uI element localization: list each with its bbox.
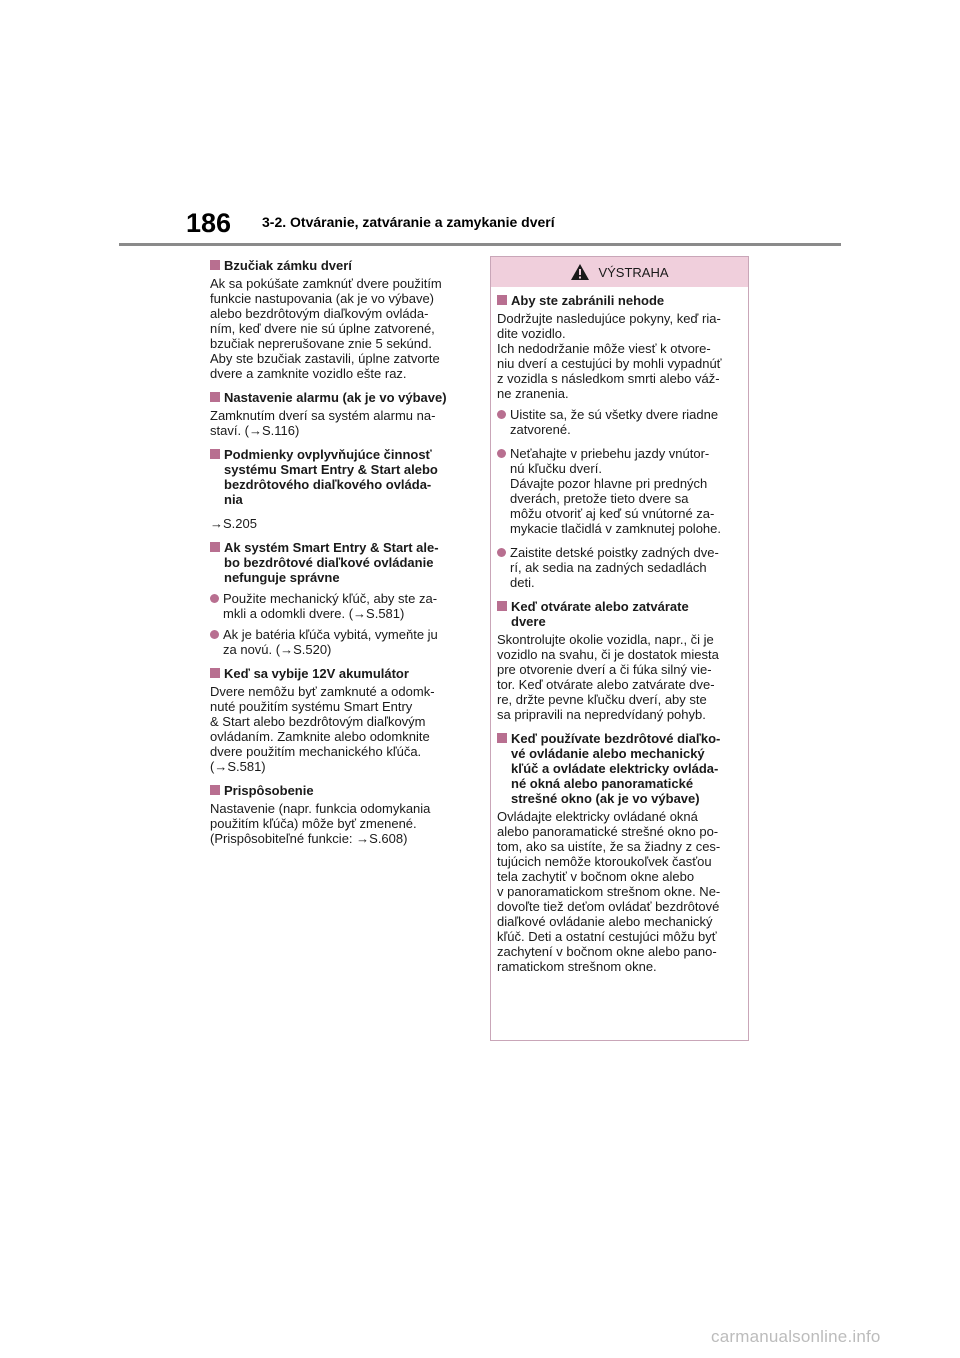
section-12v-battery (210, 666, 466, 774)
section-customization (210, 783, 466, 846)
text-line: mykacie tlačidlá v zamknutej polohe. (510, 521, 721, 536)
text-line: dverách, pretože tieto dvere sa (510, 491, 689, 506)
heading-text (511, 731, 720, 806)
section-heading (497, 293, 743, 308)
text-line: staví. (→S.116) (210, 423, 300, 438)
page-reference: →S.205 (210, 516, 257, 531)
bullet-text (223, 591, 437, 621)
text-line: zatvorené. (510, 422, 571, 437)
bullet-item (210, 627, 466, 657)
text-line: Uistite sa, že sú všetky dvere riadne (510, 407, 719, 422)
text-line: Zaistite detské poistky zadných dve- (510, 545, 719, 560)
square-bullet-icon (497, 601, 507, 611)
heading-line: bezdrôtového diaľkového ovláda- (224, 477, 432, 492)
round-bullet-icon (497, 410, 506, 419)
heading-line: bo bezdrôtové diaľkové ovládanie (224, 555, 434, 570)
text-line: použitím kľúča) môže byť zmenené. (210, 816, 417, 831)
text-line: tela zachytiť v bočnom okne alebo (497, 869, 695, 884)
section-conditions (210, 447, 466, 531)
text-line: ramatickom strešnom okne. (497, 959, 657, 974)
header-rule (119, 243, 841, 246)
paragraph (497, 632, 743, 722)
text-line: Neťahajte v priebehu jazdy vnútor- (510, 446, 710, 461)
text-line: ním, keď dvere nie sú úplne zatvorené, (210, 321, 435, 336)
paragraph (210, 276, 466, 381)
text-line: Ovládajte elektricky ovládané okná (497, 809, 698, 824)
paragraph (497, 809, 743, 974)
warning-accident (497, 293, 743, 590)
warning-body (491, 287, 748, 974)
square-bullet-icon (497, 295, 507, 305)
text-line: bzučiak neprerušovane znie 5 sekúnd. (210, 336, 432, 351)
bullet-item (497, 545, 743, 590)
heading-line: Keď používate bezdrôtové diaľko- (511, 731, 721, 746)
text-line: nú kľučku dverí. (510, 461, 602, 476)
text-line: za novú. (→S.520) (223, 642, 332, 657)
round-bullet-icon (210, 630, 219, 639)
square-bullet-icon (497, 733, 507, 743)
section-door-lock-buzzer (210, 258, 466, 381)
section-not-working (210, 540, 466, 657)
section-alarm-setting (210, 390, 466, 438)
paragraph (210, 801, 466, 846)
text-line: Ich nedodržanie môže viesť k otvore- (497, 341, 711, 356)
square-bullet-icon (210, 449, 220, 459)
heading-text: Nastavenie alarmu (ak je vo výbave) (224, 390, 447, 405)
text-line: ovládaním. Zamknite alebo odomknite (210, 729, 430, 744)
bullet-text (223, 627, 438, 657)
bullet-item (497, 446, 743, 536)
text-line: tor. Keď otvárate alebo zatvárate dve- (497, 677, 715, 692)
bullet-item (210, 591, 466, 621)
section-heading (210, 447, 466, 507)
text-line: alebo panoramatické strešné okno po- (497, 824, 719, 839)
text-line: Dávajte pozor hlavne pri predných (510, 476, 708, 491)
heading-line: strešné okno (ak je vo výbave) (511, 791, 700, 806)
text-line: pre otvorenie dverí a či fúka silný vie- (497, 662, 712, 677)
section-heading (210, 783, 466, 798)
heading-line: nia (224, 492, 243, 507)
text-line: z vozidla s následkom smrti alebo váž- (497, 371, 720, 386)
warning-title: VÝSTRAHA (598, 264, 669, 280)
heading-line: dvere (511, 614, 546, 629)
heading-line: né okná alebo panoramatické (511, 776, 694, 791)
heading-text (224, 540, 439, 585)
watermark: carmanualsonline.info (711, 1327, 881, 1346)
paragraph (210, 408, 466, 438)
heading-line: kľúč a ovládate elektricky ovláda- (511, 761, 719, 776)
section-heading (210, 258, 466, 273)
section-heading (497, 731, 743, 806)
text-line: Nastavenie (napr. funkcia odomykania (210, 801, 431, 816)
section-heading (210, 390, 466, 405)
bullet-text (510, 545, 719, 590)
heading-line: Keď otvárate alebo zatvárate (511, 599, 689, 614)
text-line: Dodržujte nasledujúce pokyny, keď ria- (497, 311, 721, 326)
square-bullet-icon (210, 392, 220, 402)
text-line: rí, ak sedia na zadných sedadlách (510, 560, 707, 575)
paragraph (497, 311, 743, 401)
paragraph (210, 684, 466, 774)
section-heading (497, 599, 743, 629)
text-line: Zamknutím dverí sa systém alarmu na- (210, 408, 436, 423)
text-line: alebo bezdrôtovým diaľkovým ovláda- (210, 306, 429, 321)
bullet-text (510, 446, 721, 536)
round-bullet-icon (497, 548, 506, 557)
text-line: sa pripravili na nepredvídaný pohyb. (497, 707, 706, 722)
warning-triangle-icon (570, 263, 590, 281)
heading-line: Ak systém Smart Entry & Start ale- (224, 540, 439, 555)
text-line: niu dverí a cestujúci by mohli vypadnúť (497, 356, 722, 371)
square-bullet-icon (210, 260, 220, 270)
section-heading (210, 666, 466, 681)
warning-windows (497, 731, 743, 974)
text-line: (Prispôsobiteľné funkcie: →S.608) (210, 831, 408, 846)
heading-text (224, 447, 438, 507)
warning-doors (497, 599, 743, 722)
text-line: Dvere nemôžu byť zamknuté a odomk- (210, 684, 435, 699)
warning-box (490, 256, 749, 1041)
warning-header (491, 257, 748, 287)
text-line: dvere a zamknite vozidlo ešte raz. (210, 366, 407, 381)
heading-line: systému Smart Entry & Start alebo (224, 462, 438, 477)
heading-text: Aby ste zabránili nehode (511, 293, 665, 308)
text-line: Použite mechanický kľúč, aby ste za- (223, 591, 438, 606)
round-bullet-icon (210, 594, 219, 603)
square-bullet-icon (210, 668, 220, 678)
left-column (210, 258, 466, 855)
text-line: vozidlo na svahu, či je dostatok miesta (497, 647, 719, 662)
heading-text: Bzučiak zámku dverí (224, 258, 352, 273)
text-line: môžu otvoriť aj keď sú vnútorné za- (510, 506, 715, 521)
text-line: deti. (510, 575, 535, 590)
round-bullet-icon (497, 449, 506, 458)
bullet-text (510, 407, 718, 437)
heading-text (511, 599, 689, 629)
text-line: (→S.581) (210, 759, 266, 774)
text-line: nuté použitím systému Smart Entry (210, 699, 413, 714)
text-line: Aby ste bzučiak zastavili, úplne zatvorte (210, 351, 440, 366)
text-line: zachytení v bočnom okne alebo pano- (497, 944, 717, 959)
text-line: kľúč. Deti a ostatní cestujúci môžu byť (497, 929, 717, 944)
text-line: tujúcich nemôže ktoroukoľvek časťou (497, 854, 712, 869)
text-line: ne zranenia. (497, 386, 569, 401)
paragraph (210, 516, 466, 531)
square-bullet-icon (210, 785, 220, 795)
text-line: dvere použitím mechanického kľúča. (210, 744, 422, 759)
section-title: 3-2. Otváranie, zatváranie a zamykanie dverí (262, 214, 555, 230)
text-line: Ak je batéria kľúča vybitá, vymeňte ju (223, 627, 438, 642)
heading-line: vé ovládanie alebo mechanický (511, 746, 705, 761)
bullet-item (497, 407, 743, 437)
square-bullet-icon (210, 542, 220, 552)
text-line: dovoľte tiež deťom ovládať bezdrôtové (497, 899, 720, 914)
section-heading (210, 540, 466, 585)
text-line: mkli a odomkli dvere. (→S.581) (223, 606, 405, 621)
text-line: re, držte pevne kľučku dverí, aby ste (497, 692, 707, 707)
text-line: tom, ako sa uistíte, že sa žiadny z ces- (497, 839, 721, 854)
text-line: Skontrolujte okolie vozidla, napr., či je (497, 632, 714, 647)
page-number: 186 (186, 208, 232, 238)
text-line: dite vozidlo. (497, 326, 566, 341)
heading-line: nefunguje správne (224, 570, 340, 585)
heading-line: Podmienky ovplyvňujúce činnosť (224, 447, 432, 462)
text-line: funkcie nastupovania (ak je vo výbave) (210, 291, 435, 306)
text-line: & Start alebo bezdrôtovým diaľkovým (210, 714, 426, 729)
heading-text: Keď sa vybije 12V akumulátor (224, 666, 409, 681)
heading-text: Prispôsobenie (224, 783, 314, 798)
text-line: Ak sa pokúšate zamknúť dvere použitím (210, 276, 442, 291)
text-line: v panoramatickom strešnom okne. Ne- (497, 884, 721, 899)
text-line: diaľkové ovládanie alebo mechanický (497, 914, 713, 929)
